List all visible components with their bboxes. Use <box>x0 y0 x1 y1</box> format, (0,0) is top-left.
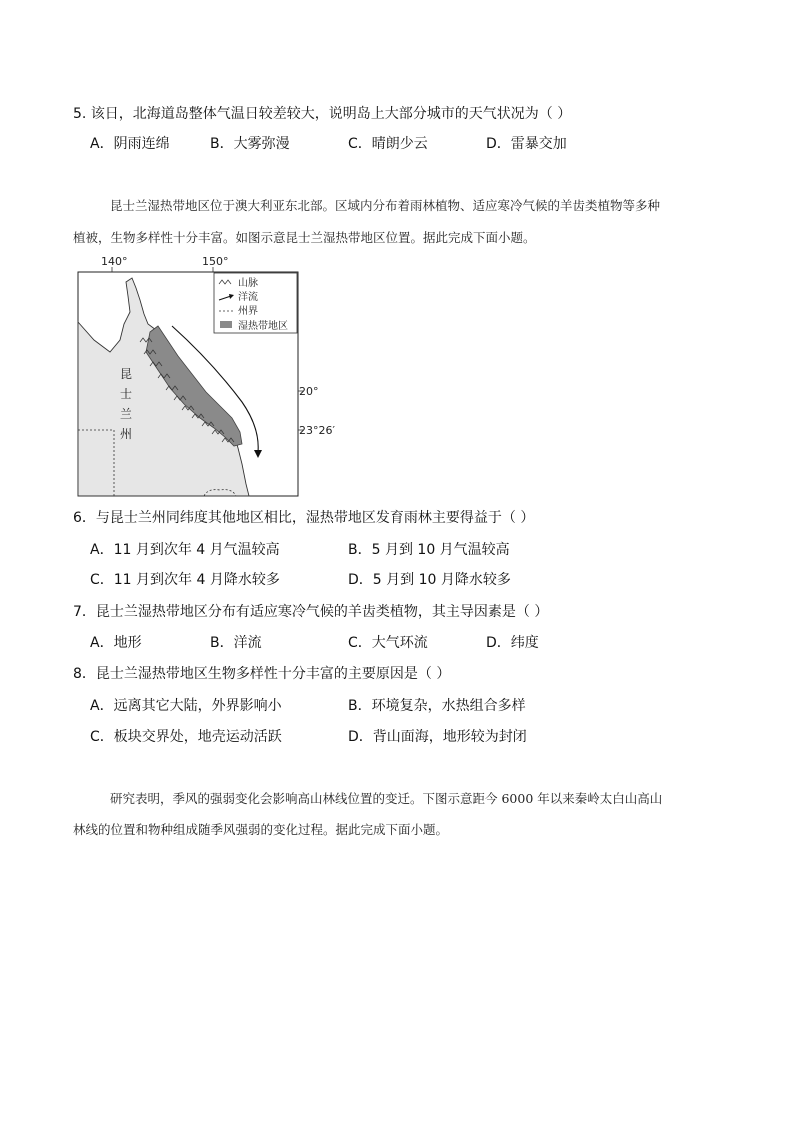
q7-option-c: C．大气环流 <box>348 635 428 651</box>
region-label-char-1: 昆 <box>120 367 133 381</box>
q8-option-d: D．背山面海，地形较为封闭 <box>348 729 527 745</box>
q7-option-a: A．地形 <box>90 635 142 651</box>
queensland-map <box>74 252 335 500</box>
passage2-line1: 研究表明，季风的强弱变化会影响高山林线位置的变迁。下图示意距今 6000 年以来秦岭太白山高山 <box>110 791 663 806</box>
q7-stem: 7．昆士兰湿热带地区分布有适应寒冷气候的羊齿类植物，其主导因素是（ ） <box>73 604 549 620</box>
wet-tropics-legend-icon <box>220 321 232 328</box>
passage1-line1: 昆士兰湿热带地区位于澳大利亚东北部。区域内分布着雨林植物、适应寒冷气候的羊齿类植物等多种 <box>110 198 661 213</box>
lat-label-tropic: 23°26′ <box>299 424 335 437</box>
q7-option-b: B．洋流 <box>210 635 262 651</box>
region-label-char-2: 士 <box>120 387 133 401</box>
region-label-char-4: 州 <box>120 427 133 441</box>
q8-stem: 8．昆士兰湿热带地区生物多样性十分丰富的主要原因是（ ） <box>73 666 451 682</box>
lon-label-150: 150° <box>202 255 229 268</box>
lon-label-140: 140° <box>101 255 128 268</box>
q8-option-b: B．环境复杂，水热组合多样 <box>348 698 526 714</box>
q8-option-c: C．板块交界处，地壳运动活跃 <box>90 729 282 745</box>
q6-option-b: B．5 月到 10 月气温较高 <box>348 542 510 558</box>
q6-option-a: A．11 月到次年 4 月气温较高 <box>90 542 280 558</box>
legend-boundary-label: 州界 <box>238 306 258 317</box>
q5-option-d: D．雷暴交加 <box>486 136 567 152</box>
q6-option-c: C．11 月到次年 4 月降水较多 <box>90 572 280 588</box>
passage1-line2: 植被，生物多样性十分丰富。如图示意昆士兰湿热带地区位置。据此完成下面小题。 <box>73 230 536 245</box>
q8-option-a: A．远离其它大陆，外界影响小 <box>90 698 282 714</box>
map-legend <box>214 273 297 333</box>
q6-option-d: D．5 月到 10 月降水较多 <box>348 572 511 588</box>
legend-wet-tropics-label: 湿热带地区 <box>238 321 288 332</box>
legend-mountain-label: 山脉 <box>238 278 258 289</box>
q6-stem: 6．与昆士兰州同纬度其他地区相比，湿热带地区发育雨林主要得益于（ ） <box>73 510 535 526</box>
lat-label-20: 20° <box>299 385 319 398</box>
q5-option-c: C．晴朗少云 <box>348 136 428 152</box>
q7-option-d: D．纬度 <box>486 635 539 651</box>
q5-stem: 5. 该日，北海道岛整体气温日较差较大，说明岛上大部分城市的天气状况为（ ） <box>73 106 572 122</box>
q5-option-b: B．大雾弥漫 <box>210 136 290 152</box>
legend-current-label: 洋流 <box>238 292 258 303</box>
q5-option-a: A．阴雨连绵 <box>90 136 170 152</box>
region-label-char-3: 兰 <box>120 407 133 421</box>
passage2-line2: 林线的位置和物种组成随季风强弱的变化过程。据此完成下面小题。 <box>73 822 449 837</box>
